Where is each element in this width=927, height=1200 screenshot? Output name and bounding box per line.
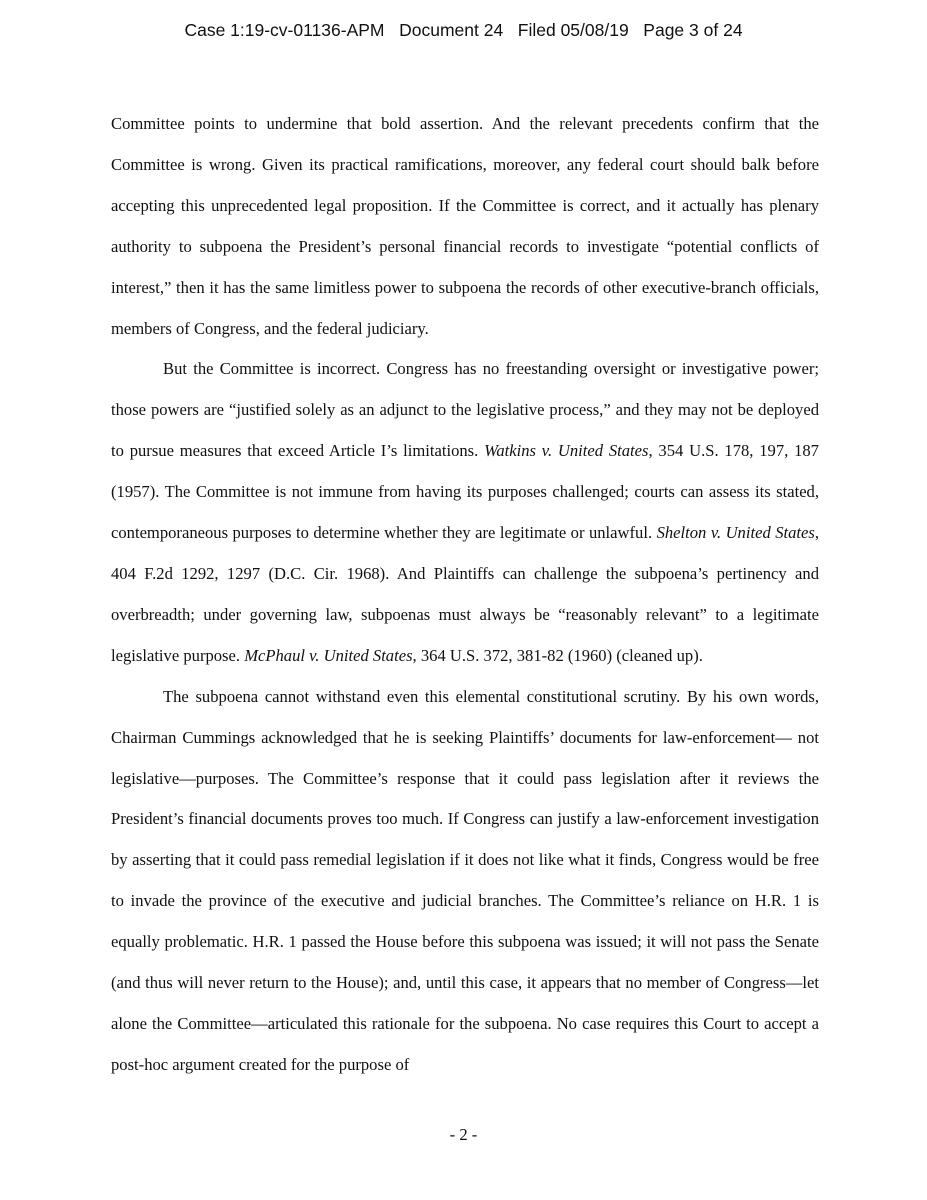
filed-date: Filed 05/08/19 <box>517 20 629 40</box>
paragraph <box>111 349 819 676</box>
case-number: Case 1:19-cv-01136-APM <box>184 20 385 40</box>
text-run: But the Committee is incorrect. Congress has no freestanding oversight or investigative power; those powers are “justified solely as an adjunct to the legislative process,” and they may not be deployed to pursue measures that exceed Article I’s limitations. <box>111 359 819 461</box>
document-number: Document 24 <box>399 20 504 40</box>
paragraph <box>111 104 819 349</box>
paragraph <box>111 677 819 1086</box>
case-citation: Shelton v. United States <box>656 523 815 543</box>
text-run: , 404 F.2d 1292, 1297 (D.C. Cir. 1968). And Plaintiffs can challenge the subpoena’s pertinency and overbreadth; under governing law, subpoenas must always be “reasonably relevant” to a legitimate legislative purpose. <box>111 523 820 665</box>
document-body <box>111 104 819 1086</box>
page-count: Page 3 of 24 <box>643 20 743 40</box>
case-citation: Watkins v. United States <box>484 441 649 461</box>
case-header <box>0 20 927 41</box>
page-number: - 2 - <box>449 1125 478 1144</box>
case-citation: McPhaul v. United States <box>244 645 413 665</box>
text-run: Committee points to undermine that bold assertion. And the relevant precedents confirm that the Committee is wrong. Given its practical ramifications, moreover, any federal court should balk before accepting this unprecedented legal proposition. If the Committee is correct, and it actually has plenary authority to subpoena the President’s personal financial records to investigate “potential conflicts of interest,” then it has the same limitless power to subpoena the records of other executive-branch officials, members of Congress, and the federal judiciary. <box>111 114 819 338</box>
text-run: , 354 U.S. 178, 197, 187 (1957). The Committee is not immune from having its purposes challenged; courts can assess its stated, contemporaneous purposes to determine whether they are legitimate or unlawful. <box>111 441 819 543</box>
text-run: , 364 U.S. 372, 381-82 (1960) (cleaned up). <box>412 645 703 665</box>
text-run: The subpoena cannot withstand even this elemental constitutional scrutiny. By his own words, Chairman Cummings acknowledged that he is seeking Plaintiffs’ documents for law-enforcement— not legislative—purposes. The Committee’s response that it could pass legislation after it reviews the President’s financial documents proves too much. If Congress can justify a law-enforcement investigation by asserting that it could pass remedial legislation if it does not like what it finds, Congress would be free to invade the province of the executive and judicial branches. The Committee’s reliance on H.R. 1 is equally problematic. H.R. 1 passed the House before this subpoena was issued; it will not pass the Senate (and thus will never return to the House); and, until this case, it appears that no member of Congress—let alone the Committee—articulated this rationale for the subpoena. No case requires this Court to accept a post-hoc argument created for the purpose of <box>111 686 819 1074</box>
